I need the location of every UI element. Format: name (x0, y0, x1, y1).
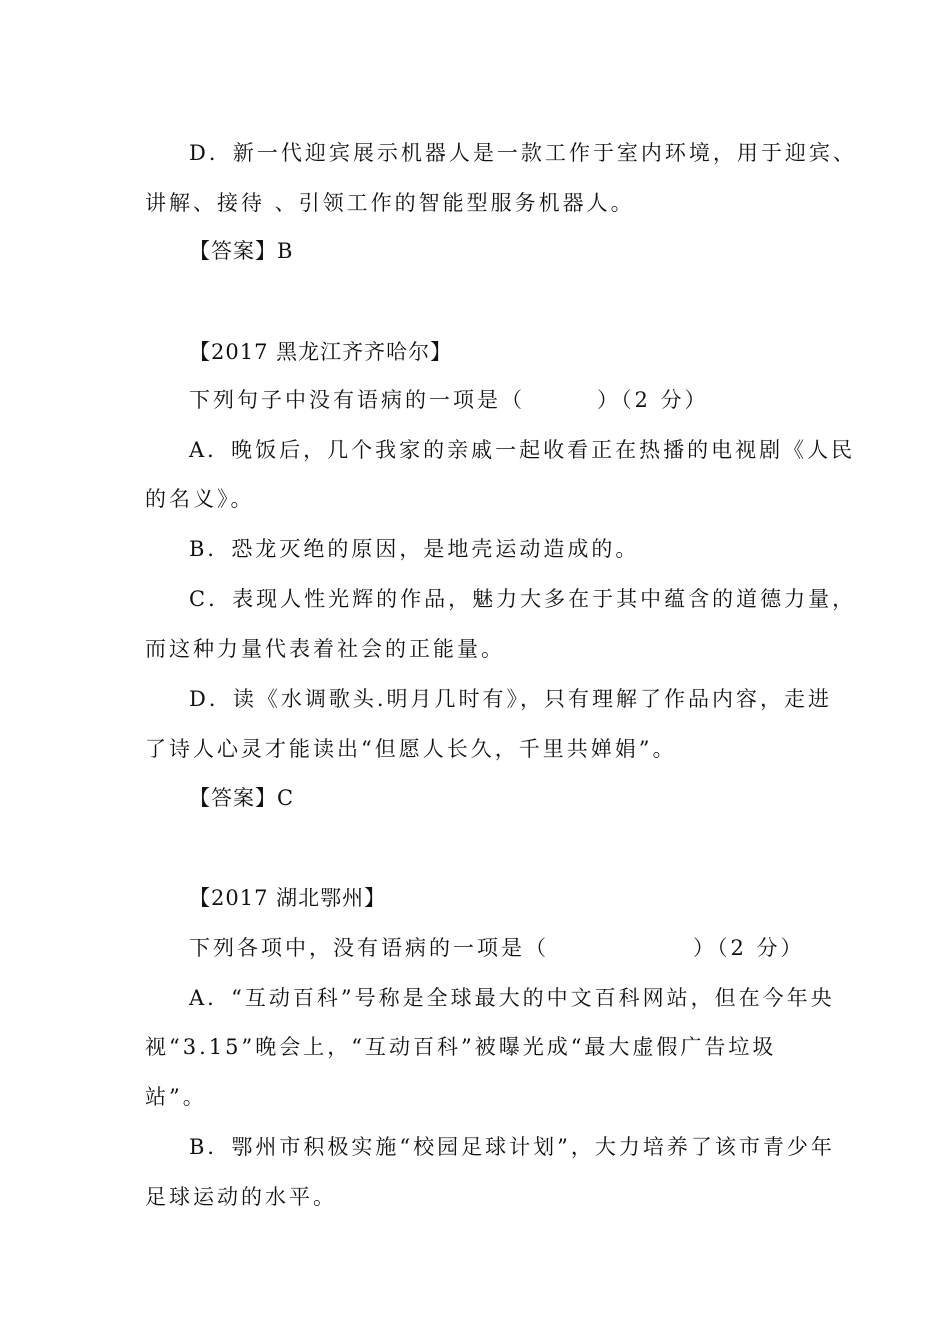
q2-option-b: B．恐龙灭绝的原因，是地壳运动造成的。 (189, 537, 640, 561)
q3-option-b-line1: B．鄂州市积极实施“校园足球计划”，大力培养了该市青少年 (189, 1135, 835, 1159)
q2-stem: 下列句子中没有语病的一项是（ ）（2 分） (189, 388, 709, 412)
q3-stem: 下列各项中，没有语病的一项是（ ）（2 分） (189, 936, 805, 960)
q3-source: 【2017 湖北鄂州】 (189, 886, 387, 910)
q1-option-d-line1: D．新一代迎宾展示机器人是一款工作于室内环境，用于迎宾、 (189, 141, 857, 165)
q2-option-a-line2: 的名义》。 (145, 487, 255, 511)
q2-option-c-line2: 而这种力量代表着社会的正能量。 (145, 637, 505, 661)
q2-option-a-line1: A．晚饭后，几个我家的亲戚一起收看正在热播的电视剧《人民 (189, 438, 856, 462)
q2-source: 【2017 黑龙江齐齐哈尔】 (189, 340, 453, 364)
q3-option-a-line3: 站”。 (145, 1085, 207, 1109)
q1-answer: 【答案】B (189, 239, 294, 263)
q2-answer: 【答案】C (189, 786, 295, 810)
q3-option-b-line2: 足球运动的水平。 (145, 1185, 337, 1209)
q2-option-d-line1: D．读《水调歌头.明月几时有》，只有理解了作品内容，走进 (189, 687, 833, 711)
q1-option-d-line2: 讲解、接待 、引领工作的智能型服务机器人。 (145, 191, 635, 215)
q2-option-d-line2: 了诗人心灵才能读出“但愿人长久，千里共婵娟”。 (145, 737, 677, 761)
q2-option-c-line1: C．表现人性光辉的作品，魅力大多在于其中蕴含的道德力量， (189, 587, 857, 611)
q3-option-a-line1: A．“互动百科”号称是全球最大的中文百科网站，但在今年央 (189, 986, 835, 1010)
q3-option-a-line2: 视“3.15”晚会上，“互动百科”被曝光成“最大虚假广告垃圾 (145, 1035, 777, 1059)
